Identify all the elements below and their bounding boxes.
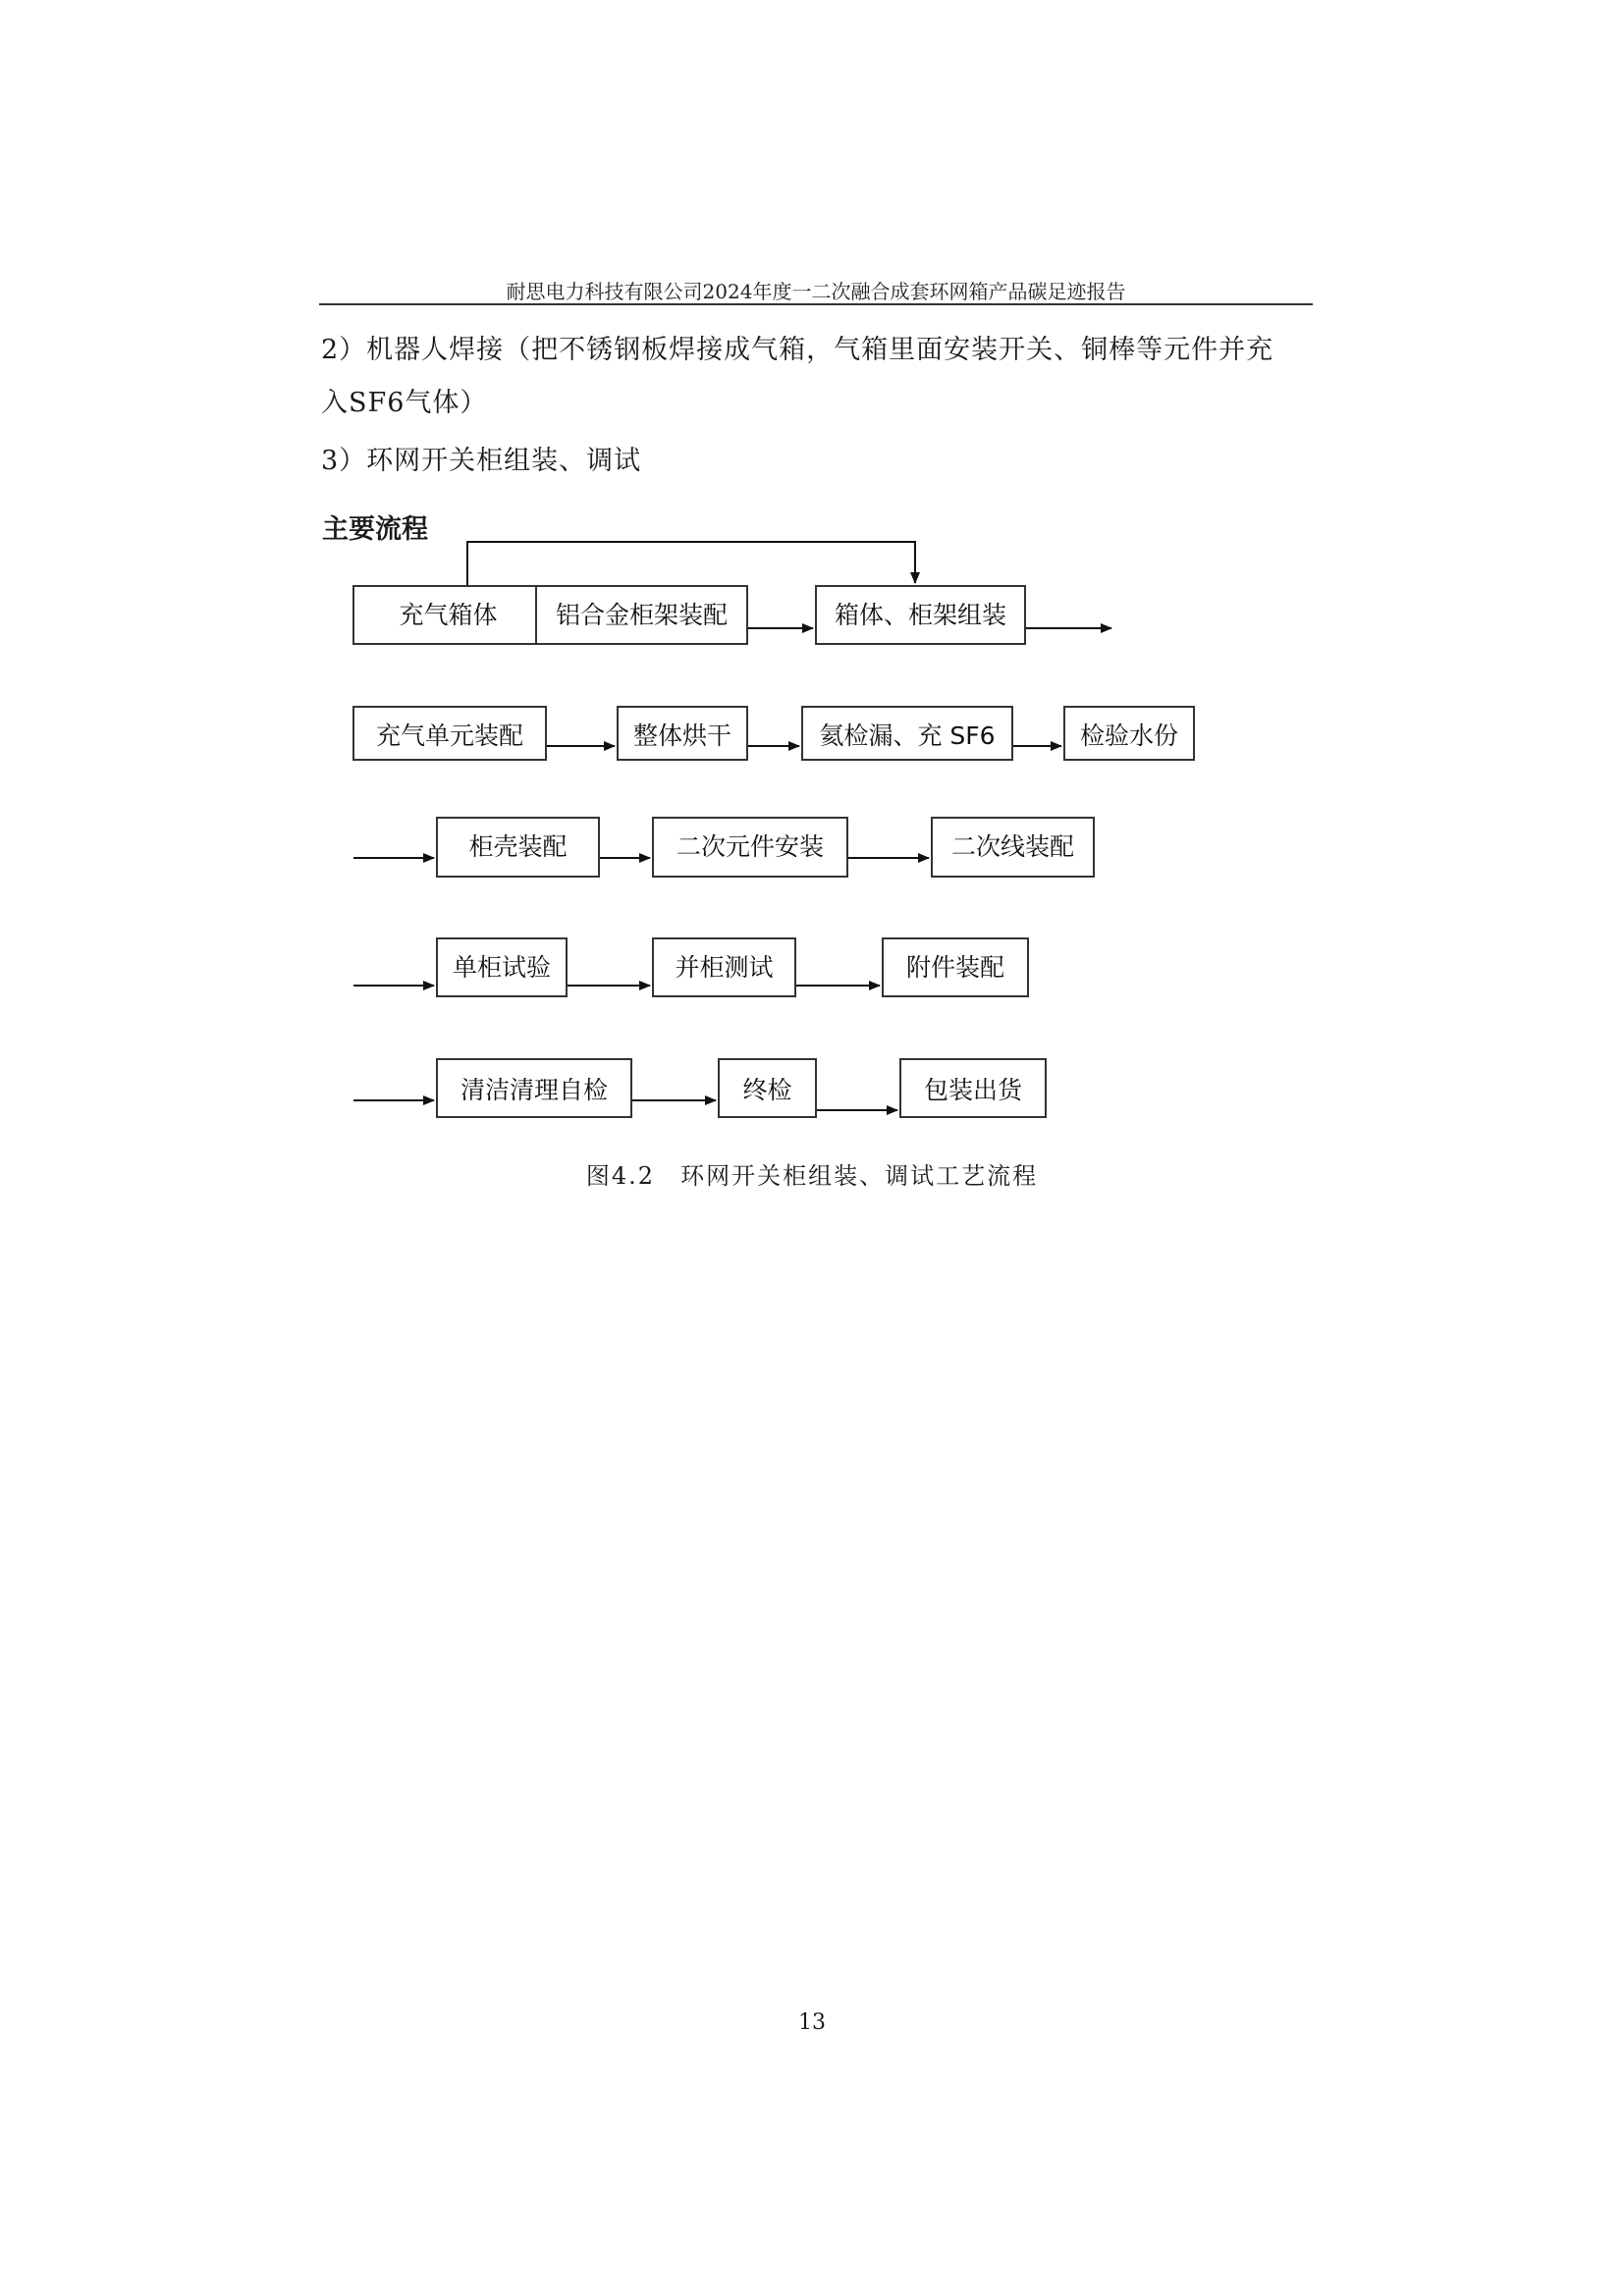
page-number: 13 bbox=[798, 2010, 826, 2035]
step-accessory-assembly: 附件装配 bbox=[882, 937, 1029, 997]
step-single-cabinet-test: 单柜试验 bbox=[436, 937, 568, 997]
step-overall-drying: 整体烘干 bbox=[617, 706, 748, 761]
step-cleaning-self-check: 清洁清理自检 bbox=[436, 1058, 632, 1118]
body-line-2: 入SF6气体） bbox=[321, 388, 488, 418]
body-line-3: 3）环网开关柜组装、调试 bbox=[321, 446, 642, 476]
step-moisture-check: 检验水份 bbox=[1063, 706, 1195, 761]
step-parallel-cabinet-test: 并柜测试 bbox=[652, 937, 796, 997]
step-packing-shipping: 包装出货 bbox=[899, 1058, 1047, 1118]
step-helium-leak-sf6: 氦检漏、充 SF6 bbox=[801, 706, 1013, 761]
running-header: 耐思电力科技有限公司2024年度一二次融合成套环网箱产品碳足迹报告 bbox=[506, 280, 1126, 303]
step-secondary-wiring: 二次线装配 bbox=[931, 817, 1095, 878]
step-tank-frame-assembly: 箱体、柜架组装 bbox=[815, 585, 1026, 645]
step-charged-tank: 充气箱体 bbox=[352, 585, 544, 645]
step-final-inspection: 终检 bbox=[718, 1058, 817, 1118]
figure-caption: 图4.2 环网开关柜组装、调试工艺流程 bbox=[585, 1162, 1039, 1190]
step-secondary-components: 二次元件安装 bbox=[652, 817, 848, 878]
bypass-connector bbox=[467, 542, 915, 585]
step-charged-unit-assembly: 充气单元装配 bbox=[352, 706, 547, 761]
body-line-1: 2）机器人焊接（把不锈钢板焊接成气箱，气箱里面安装开关、铜棒等元件并充 bbox=[321, 335, 1274, 365]
step-alu-frame-assembly: 铝合金柜架装配 bbox=[535, 585, 748, 645]
flow-title: 主要流程 bbox=[322, 514, 428, 545]
step-cabinet-shell: 柜壳装配 bbox=[436, 817, 600, 878]
